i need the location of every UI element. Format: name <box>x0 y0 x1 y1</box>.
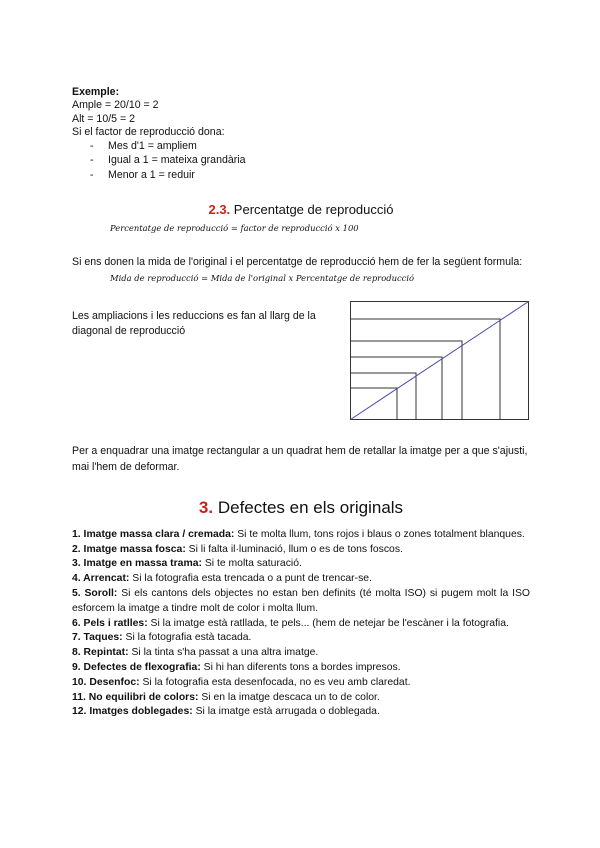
diagonal-reproduction-diagram <box>350 301 530 421</box>
nested-rectangle <box>351 341 463 420</box>
section-3-heading <box>72 498 530 518</box>
list-item: 1. Imatge massa clara / cremada: Si te molta llum, tons rojos i blaus o zones totalment blanques. <box>72 528 525 540</box>
paragraph-enquadrar: Per a enquadrar una imatge rectangular a un quadrat hem de retallar la imatge per a que s'ajusti, mai l'hem de deformar. <box>72 444 528 474</box>
defects-list <box>72 528 530 720</box>
list-item: 7. Taques: Si la fotografia està tacada. <box>72 632 252 644</box>
diagonal-section <box>72 299 530 421</box>
example-line: Alt = 10/5 = 2 <box>72 112 136 125</box>
list-item: - Menor a 1 = reduir <box>90 168 195 181</box>
example-dash-list <box>72 139 530 182</box>
document-page <box>72 86 530 720</box>
list-item: 11. No equilibri de colors: Si en la imatge descaca un to de color. <box>72 691 380 703</box>
section-title: Defectes en els originals <box>217 497 404 517</box>
section-number: 3. <box>198 497 214 517</box>
section-number: 2.3. <box>208 201 231 217</box>
list-item: - Igual a 1 = mateixa grandària <box>90 154 246 167</box>
paragraph-mida: Si ens donen la mida de l'original i el percentatge de reproducció hem de fer la següent formula: <box>72 255 523 268</box>
formula-mida: Mida de reproducció = Mida de l'original x Percentatge de reproducció <box>110 272 415 283</box>
section-2-3-heading <box>72 202 530 217</box>
formula-percentatge: Percentatge de reproducció = factor de reproducció x 100 <box>110 222 359 233</box>
example-line: Si el factor de reproducció dona: <box>72 125 225 138</box>
list-item: 10. Desenfoc: Si la fotografia esta desenfocada, no es veu amb claredat. <box>72 676 411 688</box>
list-item: - Mes d'1 = ampliem <box>90 140 197 153</box>
example-line: Ample = 20/10 = 2 <box>72 99 159 112</box>
list-item: 12. Imatges doblegades: Si la imatge està arrugada o doblegada. <box>72 706 380 718</box>
section-title: Percentatge de reproducció <box>233 201 394 217</box>
list-item: 2. Imatge massa fosca: Si li falta il·luminació, llum o es de tons foscos. <box>72 543 403 555</box>
paragraph-diagonal: Les ampliacions i les reduccions es fan al llarg de la diagonal de reproducció <box>72 310 316 338</box>
list-item: 5. Soroll: Si els cantons dels objectes no estan ben definits (té molta ISO) si pugem molt la ISO esforcem la imatge a tindre molt de color i molta llum. <box>72 587 530 614</box>
list-item: 6. Pels i ratlles: Si la imatge està ratllada, te pels... (hem de netejar be l'escàner i la fotografia. <box>72 617 509 629</box>
list-item: 4. Arrencat: Si la fotografia esta trencada o a punt de trencar-se. <box>72 573 372 585</box>
example-title: Exemple: <box>72 86 120 98</box>
list-item: 9. Defectes de flexografia: Si hi han diferents tons a bordes impresos. <box>72 661 401 673</box>
list-item: 8. Repintat: Si la tinta s'ha passat a una altra imatge. <box>72 647 319 659</box>
list-item: 3. Imatge en massa trama: Si te molta saturació. <box>72 558 302 570</box>
